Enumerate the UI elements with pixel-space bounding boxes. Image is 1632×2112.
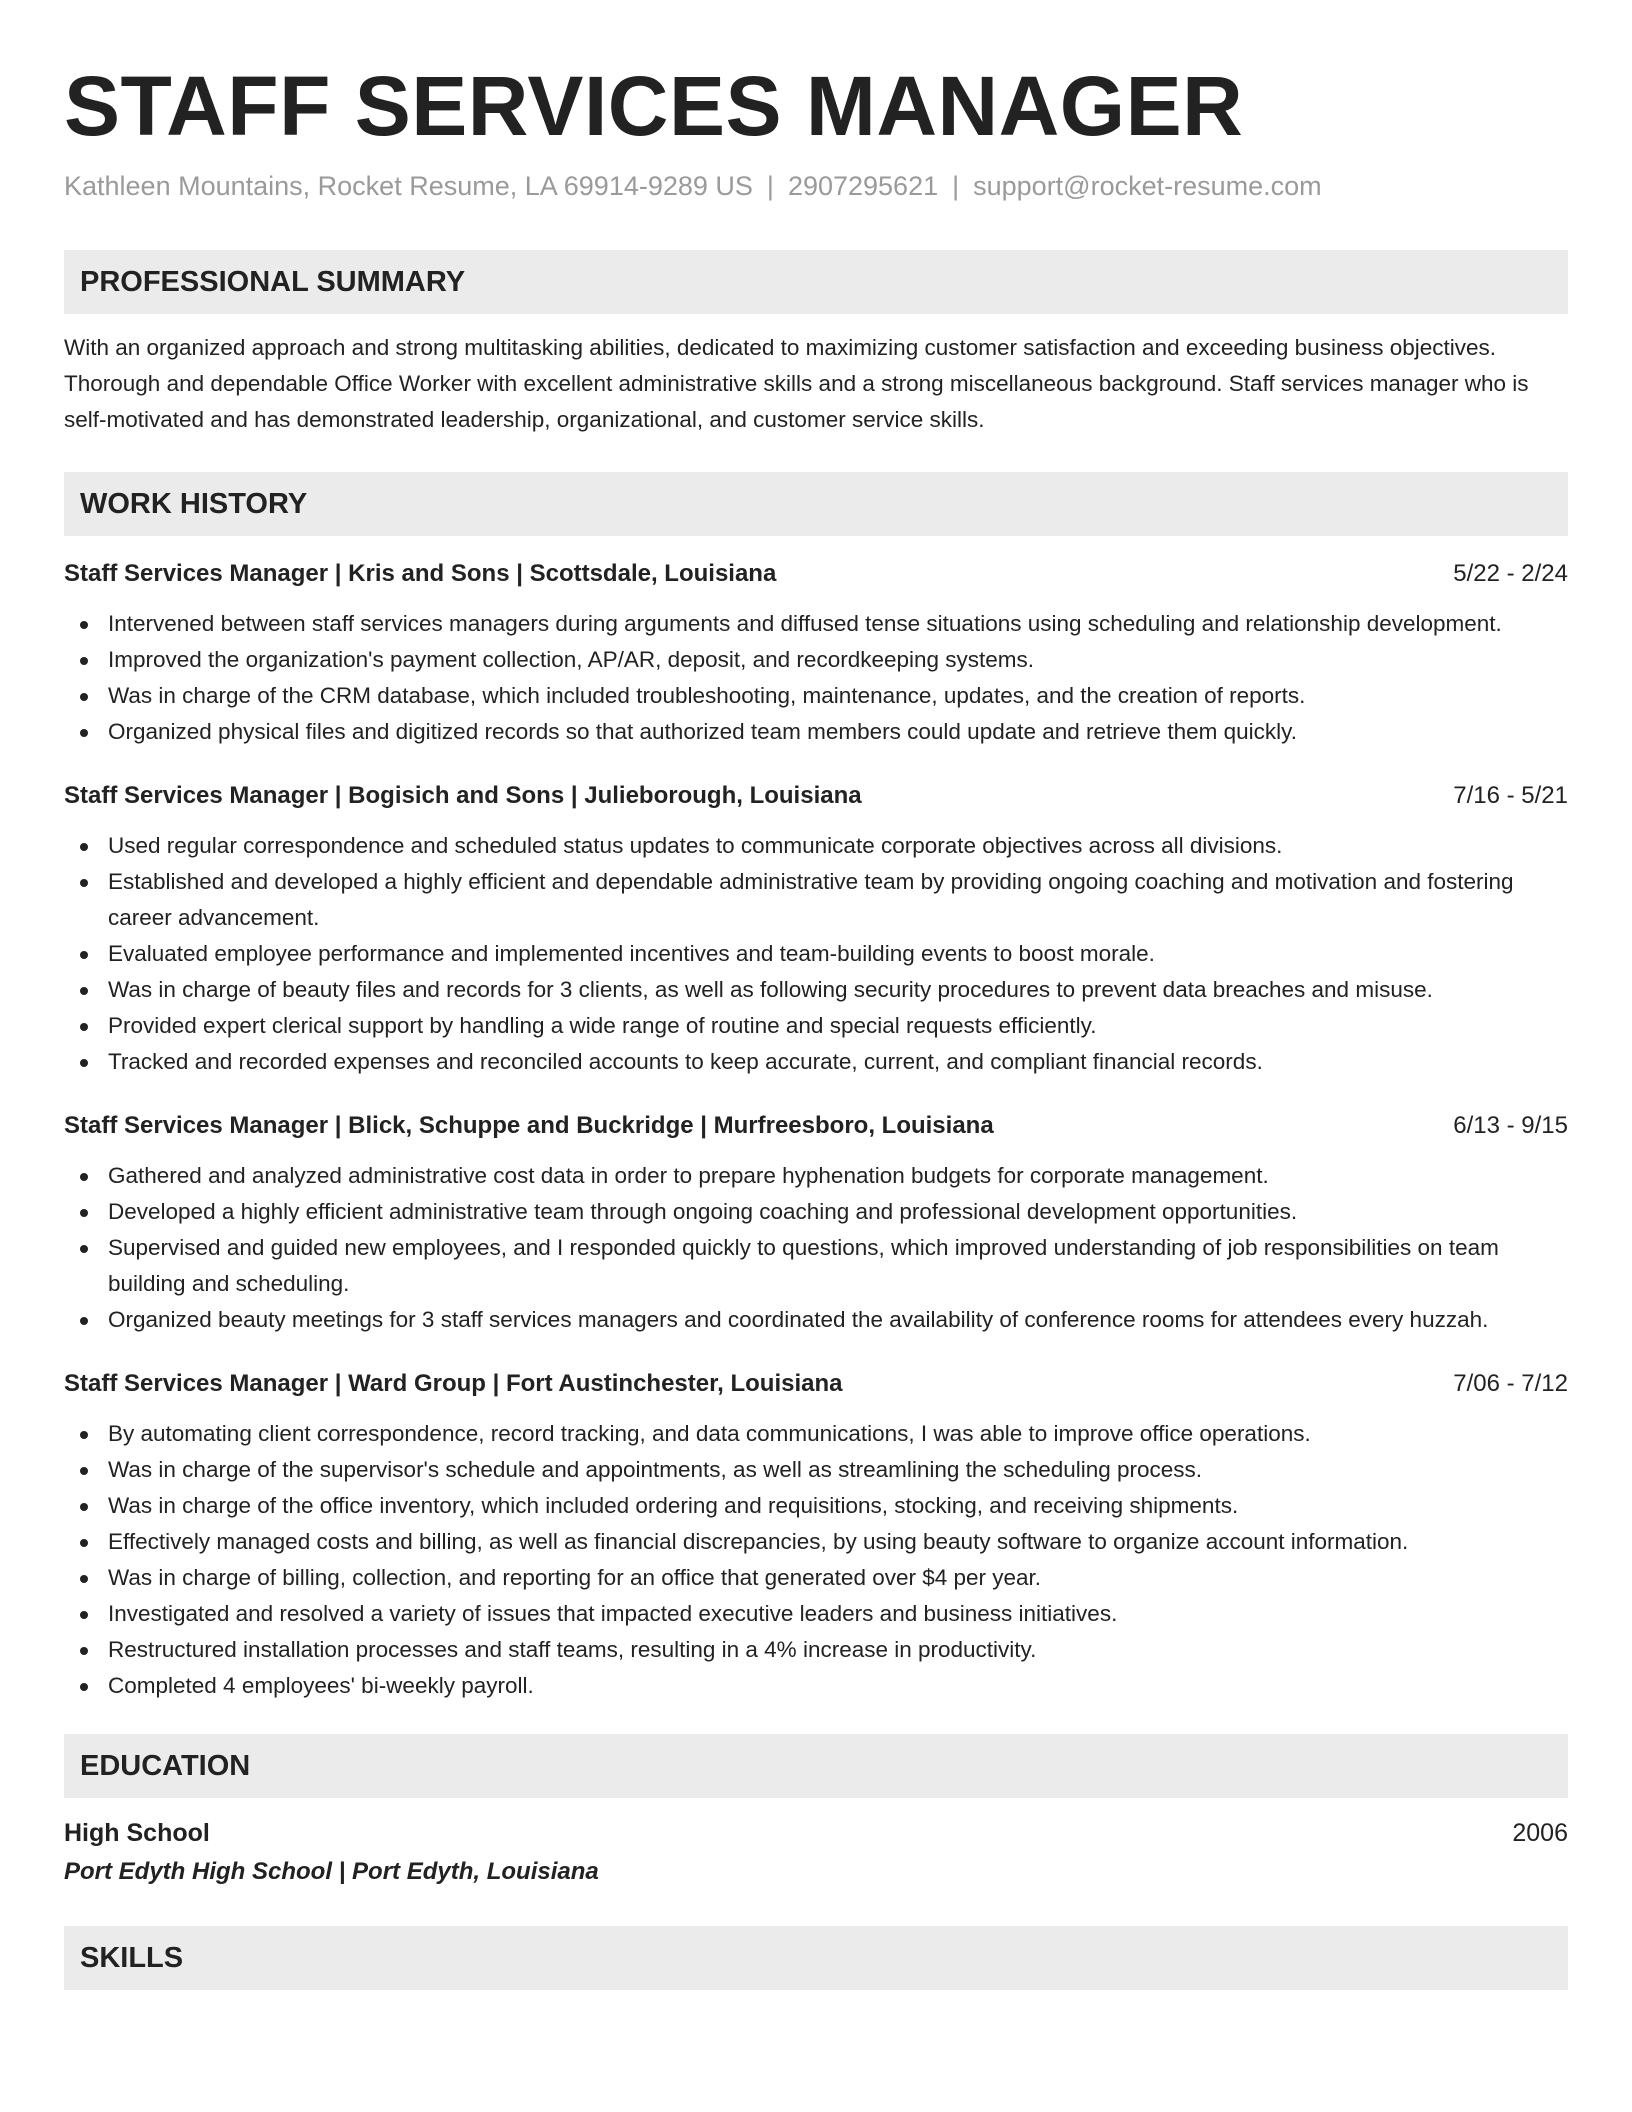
job-bullet: Investigated and resolved a variety of issues that impacted executive leaders and business initiatives. bbox=[64, 1596, 1568, 1632]
section-header-education: EDUCATION bbox=[64, 1734, 1568, 1798]
job-bullet: Was in charge of the office inventory, which included ordering and requisitions, stocking, and receiving shipments. bbox=[64, 1488, 1568, 1524]
job-heading-row bbox=[64, 1108, 1568, 1144]
job-bullet: Established and developed a highly efficient and dependable administrative team by providing ongoing coaching and motivation and fostering career advancement. bbox=[64, 864, 1568, 936]
job-bullet-list bbox=[64, 1158, 1568, 1338]
job-dates: 7/06 - 7/12 bbox=[1453, 1370, 1568, 1397]
job-dates: 5/22 - 2/24 bbox=[1453, 560, 1568, 587]
job-heading-row bbox=[64, 1366, 1568, 1402]
job-bullet: Gathered and analyzed administrative cost data in order to prepare hyphenation budgets for corporate management. bbox=[64, 1158, 1568, 1194]
job-bullet: Tracked and recorded expenses and reconciled accounts to keep accurate, current, and compliant financial records. bbox=[64, 1044, 1568, 1080]
job-bullet: Effectively managed costs and billing, as well as financial discrepancies, by using beauty software to organize account information. bbox=[64, 1524, 1568, 1560]
job-entry bbox=[64, 778, 1568, 1080]
contact-separator: | bbox=[952, 171, 960, 201]
job-entry bbox=[64, 1366, 1568, 1704]
job-dates: 6/13 - 9/15 bbox=[1453, 1112, 1568, 1139]
job-entry bbox=[64, 1108, 1568, 1338]
contact-address: Kathleen Mountains, Rocket Resume, LA 69914-9289 US bbox=[64, 171, 753, 201]
job-title: Staff Services Manager | Kris and Sons | Scottsdale, Louisiana bbox=[64, 560, 777, 587]
job-bullet: Intervened between staff services managers during arguments and diffused tense situations using scheduling and relationship development. bbox=[64, 606, 1568, 642]
job-heading-row bbox=[64, 778, 1568, 814]
job-bullet: Was in charge of billing, collection, and reporting for an office that generated over $4 per year. bbox=[64, 1560, 1568, 1596]
job-bullet: Was in charge of the CRM database, which included troubleshooting, maintenance, updates, and the creation of reports. bbox=[64, 678, 1568, 714]
education-entry bbox=[64, 1814, 1568, 1892]
job-list bbox=[64, 556, 1568, 1704]
job-bullet: Provided expert clerical support by handling a wide range of routine and special requests efficiently. bbox=[64, 1008, 1568, 1044]
job-bullet: Completed 4 employees' bi-weekly payroll. bbox=[64, 1668, 1568, 1704]
job-bullet-list bbox=[64, 828, 1568, 1080]
job-bullet: Improved the organization's payment collection, AP/AR, deposit, and recordkeeping systems. bbox=[64, 642, 1568, 678]
job-bullet: Supervised and guided new employees, and I responded quickly to questions, which improved understanding of job responsibilities on team building and scheduling. bbox=[64, 1230, 1568, 1302]
job-title: Staff Services Manager | Ward Group | Fort Austinchester, Louisiana bbox=[64, 1370, 843, 1397]
job-bullet: By automating client correspondence, record tracking, and data communications, I was able to improve office operations. bbox=[64, 1416, 1568, 1452]
section-header-work-history: WORK HISTORY bbox=[64, 472, 1568, 536]
candidate-name: STAFF SERVICES MANAGER bbox=[64, 59, 1244, 153]
job-entry bbox=[64, 556, 1568, 750]
job-title: Staff Services Manager | Blick, Schuppe and Buckridge | Murfreesboro, Louisiana bbox=[64, 1112, 994, 1139]
education-degree: High School bbox=[64, 1819, 210, 1847]
summary-text: With an organized approach and strong multitasking abilities, dedicated to maximizing customer satisfaction and exceeding business objectives. Thorough and dependable Office Worker with excellent administrative skills and a strong miscellaneous background. Staff services manager who is self-motivated and has demonstrated leadership, organizational, and customer service skills. bbox=[64, 335, 1529, 432]
job-bullet: Used regular correspondence and scheduled status updates to communicate corporate objectives across all divisions. bbox=[64, 828, 1568, 864]
job-bullet: Was in charge of beauty files and records for 3 clients, as well as following security procedures to prevent data breaches and misuse. bbox=[64, 972, 1568, 1008]
contact-phone: 2907295621 bbox=[787, 171, 939, 201]
job-title: Staff Services Manager | Bogisich and Sons | Julieborough, Louisiana bbox=[64, 782, 862, 809]
job-bullet: Evaluated employee performance and implemented incentives and team-building events to boost morale. bbox=[64, 936, 1568, 972]
job-bullet: Organized physical files and digitized records so that authorized team members could update and retrieve them quickly. bbox=[64, 714, 1568, 750]
job-bullet-list bbox=[64, 1416, 1568, 1704]
section-header-skills: SKILLS bbox=[64, 1926, 1568, 1990]
job-bullet-list bbox=[64, 606, 1568, 750]
job-bullet: Developed a highly efficient administrative team through ongoing coaching and professional development opportunities. bbox=[64, 1194, 1568, 1230]
education-school: Port Edyth High School | Port Edyth, Louisiana bbox=[64, 1858, 599, 1885]
job-bullet: Restructured installation processes and staff teams, resulting in a 4% increase in productivity. bbox=[64, 1632, 1568, 1668]
job-heading-row bbox=[64, 556, 1568, 592]
contact-line bbox=[64, 166, 1568, 206]
section-header-summary: PROFESSIONAL SUMMARY bbox=[64, 250, 1568, 314]
contact-separator: | bbox=[766, 171, 774, 201]
job-bullet: Was in charge of the supervisor's schedule and appointments, as well as streamlining the scheduling process. bbox=[64, 1452, 1568, 1488]
contact-email: support@rocket-resume.com bbox=[973, 171, 1322, 201]
education-heading-row bbox=[64, 1814, 1568, 1852]
education-year: 2006 bbox=[1512, 1819, 1568, 1847]
job-bullet: Organized beauty meetings for 3 staff services managers and coordinated the availability of conference rooms for attendees every huzzah. bbox=[64, 1302, 1568, 1338]
job-dates: 7/16 - 5/21 bbox=[1453, 782, 1568, 809]
